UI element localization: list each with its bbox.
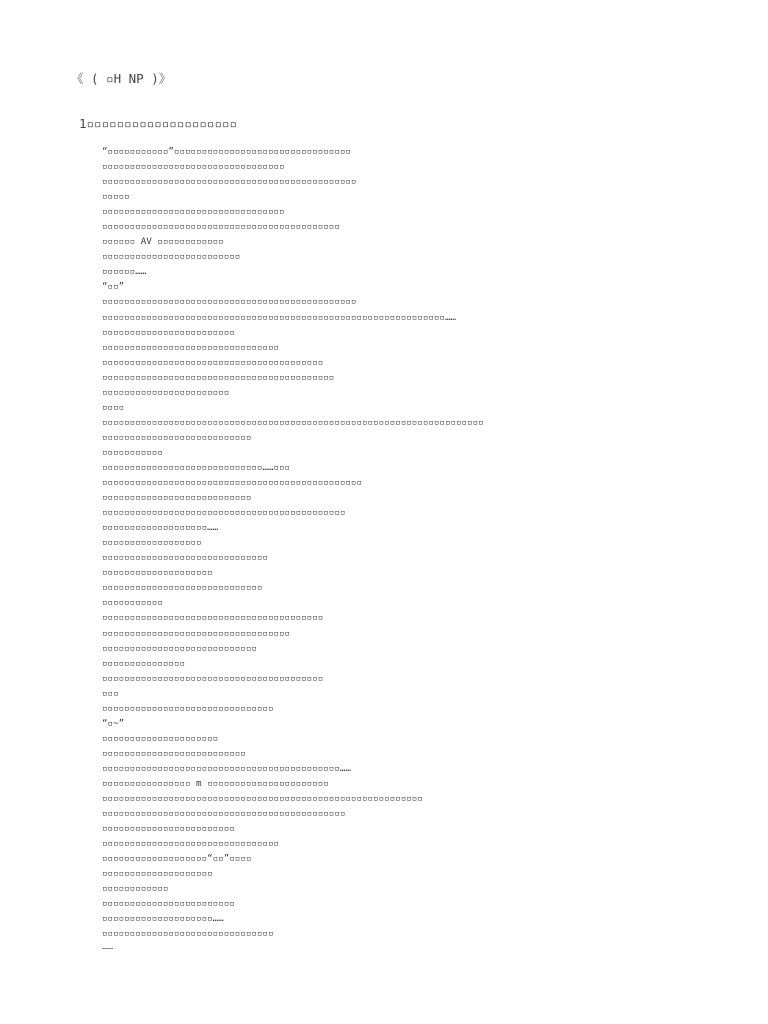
text-line: ▫▫▫▫▫▫▫▫▫▫▫▫▫▫▫▫▫▫▫▫▫▫▫▫▫▫▫▫▫▫▫ xyxy=(102,928,274,940)
text-line: ▫▫▫▫▫▫▫▫▫▫▫▫▫▫▫▫ m ▫▫▫▫▫▫▫▫▫▫▫▫▫▫▫▫▫▫▫▫▫▫ xyxy=(102,777,329,789)
text-line: ▫▫▫▫▫▫▫▫▫▫▫▫▫▫▫▫▫▫▫▫▫▫▫▫▫▫▫▫▫▫▫▫▫▫▫▫▫▫▫▫▫▫▫▫▫▫▫▫▫▫▫▫▫▫▫▫▫▫▫▫▫▫▫▫▫▫▫▫▫ xyxy=(102,416,484,428)
text-line: ▫▫▫▫▫▫▫▫▫▫▫▫ xyxy=(102,883,169,895)
text-line: ▫▫▫▫▫▫▫▫▫▫▫▫▫▫▫▫▫▫▫▫▫▫▫▫▫▫▫▫▫▫▫▫ xyxy=(102,341,280,353)
text-line: ▫▫▫▫▫▫▫▫▫▫▫▫▫▫▫▫▫▫▫▫▫▫▫▫▫▫▫▫▫▫▫▫▫▫▫▫▫▫▫▫▫▫ xyxy=(102,371,335,383)
text-line: ▫▫▫▫▫▫▫▫▫▫▫▫▫▫▫▫▫▫▫▫▫▫▫▫▫▫▫ xyxy=(102,431,252,443)
text-line: ▫▫▫▫▫▫▫▫▫▫▫▫▫▫▫▫▫▫▫▫▫▫▫▫▫▫▫▫▫▫▫▫▫▫▫▫▫▫▫▫ xyxy=(102,612,324,624)
text-line: “▫▫” xyxy=(102,281,125,293)
text-line: ▫▫▫▫▫▫▫▫▫▫▫▫▫▫▫▫▫▫▫▫▫▫▫▫▫▫▫▫▫▫ xyxy=(102,552,268,564)
text-line: ▫▫▫▫▫▫▫▫▫▫▫▫▫▫▫▫▫▫▫▫▫▫▫▫▫▫▫▫▫▫▫▫▫▫▫▫▫▫▫▫▫▫▫▫▫▫ xyxy=(102,296,357,308)
text-line: ▫▫▫▫▫▫▫▫▫▫▫▫▫▫▫▫▫▫▫▫▫▫▫▫▫▫ xyxy=(102,747,246,759)
text-line: ▫▫▫▫▫▫▫▫▫▫▫▫▫▫▫▫▫▫▫▫▫▫▫▫▫▫▫▫▫▫▫▫ xyxy=(102,838,280,850)
text-line: ▫▫▫▫▫▫▫▫▫▫▫▫▫▫▫▫▫▫▫▫▫▫▫▫▫▫▫▫▫▫▫▫▫▫▫▫▫▫▫▫▫▫▫▫▫▫▫ xyxy=(102,477,362,489)
chapter-heading: 1▫▫▫▫▫▫▫▫▫▫▫▫▫▫▫▫▫▫▫▫ xyxy=(79,116,238,131)
text-line: ▫▫▫▫▫▫▫▫▫▫▫▫▫▫▫▫▫▫ xyxy=(102,537,202,549)
text-line: ▫▫▫▫▫▫▫▫▫▫▫▫▫▫▫▫▫▫▫▫▫▫▫▫ xyxy=(102,898,235,910)
text-line: ▫▫▫▫▫▫▫▫▫▫▫▫▫▫▫▫▫▫▫▫▫▫▫▫▫▫▫▫▫▫▫▫▫▫ xyxy=(102,627,291,639)
text-line: “▫~” xyxy=(102,717,125,729)
text-line: ▫▫▫▫▫▫▫▫▫▫▫▫▫▫▫▫▫▫▫▫▫▫▫▫▫▫▫▫▫▫▫ xyxy=(102,702,274,714)
text-line: ▫▫▫▫▫▫▫▫▫▫▫▫▫▫▫▫▫▫▫▫▫▫▫▫▫▫▫ xyxy=(102,492,252,504)
text-line: ▫▫▫▫▫ xyxy=(102,191,130,203)
text-line: ▫▫▫▫▫▫▫▫▫▫▫▫▫▫▫▫▫▫▫“▫▫”▫▫▫▫ xyxy=(102,853,252,865)
document-title: 《 ( ▫H NP )》 xyxy=(71,71,172,86)
text-line: ▫▫▫▫▫▫▫▫▫▫▫▫▫▫▫▫▫▫▫▫▫ xyxy=(102,732,219,744)
text-line: ▫▫▫▫▫▫▫▫▫▫▫▫▫▫▫▫▫▫▫▫▫▫▫▫▫▫▫▫▫▫▫▫▫▫▫▫▫▫▫▫ xyxy=(102,356,324,368)
text-line: ▫▫▫▫▫▫▫▫▫▫▫▫▫▫▫▫▫▫▫▫▫▫▫▫▫▫▫▫▫▫▫▫▫ xyxy=(102,206,285,218)
text-line: ▫▫▫▫▫▫▫▫▫▫▫▫▫▫▫▫▫▫▫▫ xyxy=(102,868,213,880)
text-line: ▫▫▫▫▫▫▫▫▫▫▫▫▫▫▫▫▫▫▫▫▫▫▫▫▫▫▫▫▫▫▫▫▫▫▫▫▫▫▫▫▫▫▫▫▫▫▫▫▫▫▫▫▫▫▫▫▫▫ xyxy=(102,793,423,805)
text-line: ▫▫▫▫▫▫▫▫▫▫▫▫▫▫▫▫▫▫▫▫▫▫▫▫ xyxy=(102,326,235,338)
text-line: ▫▫▫▫▫▫▫▫▫▫▫▫▫▫▫▫▫▫▫▫▫▫▫▫▫▫▫▫▫▫▫▫▫▫▫▫▫▫▫▫ xyxy=(102,672,324,684)
text-line: ▫▫▫▫▫▫▫▫▫▫▫▫▫▫▫▫▫▫▫▫▫▫▫▫▫▫▫▫▫▫▫▫▫▫▫▫▫▫▫▫▫▫▫▫ xyxy=(102,808,346,820)
text-line: —— xyxy=(102,943,114,955)
text-line: ▫▫▫▫▫▫▫▫▫▫▫▫▫▫▫▫▫▫▫▫ xyxy=(102,567,213,579)
text-line: ▫▫▫▫▫▫▫▫▫▫▫▫▫▫▫▫▫▫▫▫▫▫▫▫▫▫▫▫▫▫▫▫▫▫▫▫▫▫▫▫▫▫▫▫▫▫ xyxy=(102,176,357,188)
text-line: ▫▫▫▫▫▫▫▫▫▫▫ xyxy=(102,446,163,458)
text-line: ▫▫▫▫▫▫▫▫▫▫▫▫▫▫▫▫▫▫▫▫▫▫▫▫▫▫▫▫▫▫▫▫▫▫▫▫▫▫▫▫▫▫▫▫▫▫▫▫▫▫▫▫▫▫▫▫▫▫▫▫▫▫…… xyxy=(102,311,457,323)
text-line: ▫▫▫▫▫▫▫▫▫▫▫▫▫▫▫▫▫▫▫▫▫▫▫▫ xyxy=(102,823,235,835)
text-line: ▫▫▫▫▫▫▫▫▫▫▫▫▫▫▫▫▫▫▫▫▫▫▫▫▫▫▫▫▫ xyxy=(102,582,263,594)
text-line: ▫▫▫▫ xyxy=(102,401,125,413)
text-line: ▫▫▫▫▫▫▫▫▫▫▫▫▫▫▫▫▫▫▫▫▫▫▫▫▫▫▫▫▫▫▫▫▫▫▫▫▫▫▫▫▫▫▫ xyxy=(102,221,340,233)
text-line: ▫▫▫▫▫▫ AV ▫▫▫▫▫▫▫▫▫▫▫▫ xyxy=(102,236,224,248)
text-line: ▫▫▫▫▫▫▫▫▫▫▫▫▫▫▫▫▫▫▫▫…… xyxy=(102,913,224,925)
text-line: ▫▫▫▫▫▫▫▫▫▫▫▫▫▫▫ xyxy=(102,657,185,669)
text-line: ▫▫▫▫▫▫▫▫▫▫▫▫▫▫▫▫▫▫▫▫▫▫▫▫▫▫▫▫▫▫▫▫▫▫▫▫▫▫▫▫▫▫▫…… xyxy=(102,762,351,774)
body-text xyxy=(102,144,722,957)
text-line: ▫▫▫▫▫▫▫▫▫▫▫▫▫▫▫▫▫▫▫▫▫▫▫▫▫▫▫▫▫▫▫▫▫ xyxy=(102,161,285,173)
text-line: ▫▫▫▫▫▫▫▫▫▫▫▫▫▫▫▫▫▫▫▫▫▫▫ xyxy=(102,386,230,398)
text-line: ▫▫▫ xyxy=(102,687,119,699)
text-line: ▫▫▫▫▫▫▫▫▫▫▫▫▫▫▫▫▫▫▫▫▫▫▫▫▫▫▫▫▫▫▫▫▫▫▫▫▫▫▫▫▫▫▫▫ xyxy=(102,507,346,519)
text-line: ▫▫▫▫▫▫▫▫▫▫▫▫▫▫▫▫▫▫▫▫▫▫▫▫▫▫▫▫▫……▫▫▫ xyxy=(102,461,291,473)
text-line: “▫▫▫▫▫▫▫▫▫▫▫”▫▫▫▫▫▫▫▫▫▫▫▫▫▫▫▫▫▫▫▫▫▫▫▫▫▫▫▫▫▫▫▫ xyxy=(102,146,351,157)
text-line: ▫▫▫▫▫▫▫▫▫▫▫ xyxy=(102,597,163,609)
text-line: ▫▫▫▫▫▫▫▫▫▫▫▫▫▫▫▫▫▫▫▫▫▫▫▫▫▫▫▫ xyxy=(102,642,257,654)
text-line: ▫▫▫▫▫▫▫▫▫▫▫▫▫▫▫▫▫▫▫…… xyxy=(102,522,219,534)
text-line: ▫▫▫▫▫▫▫▫▫▫▫▫▫▫▫▫▫▫▫▫▫▫▫▫▫ xyxy=(102,251,241,263)
text-line: ▫▫▫▫▫▫…… xyxy=(102,266,147,278)
